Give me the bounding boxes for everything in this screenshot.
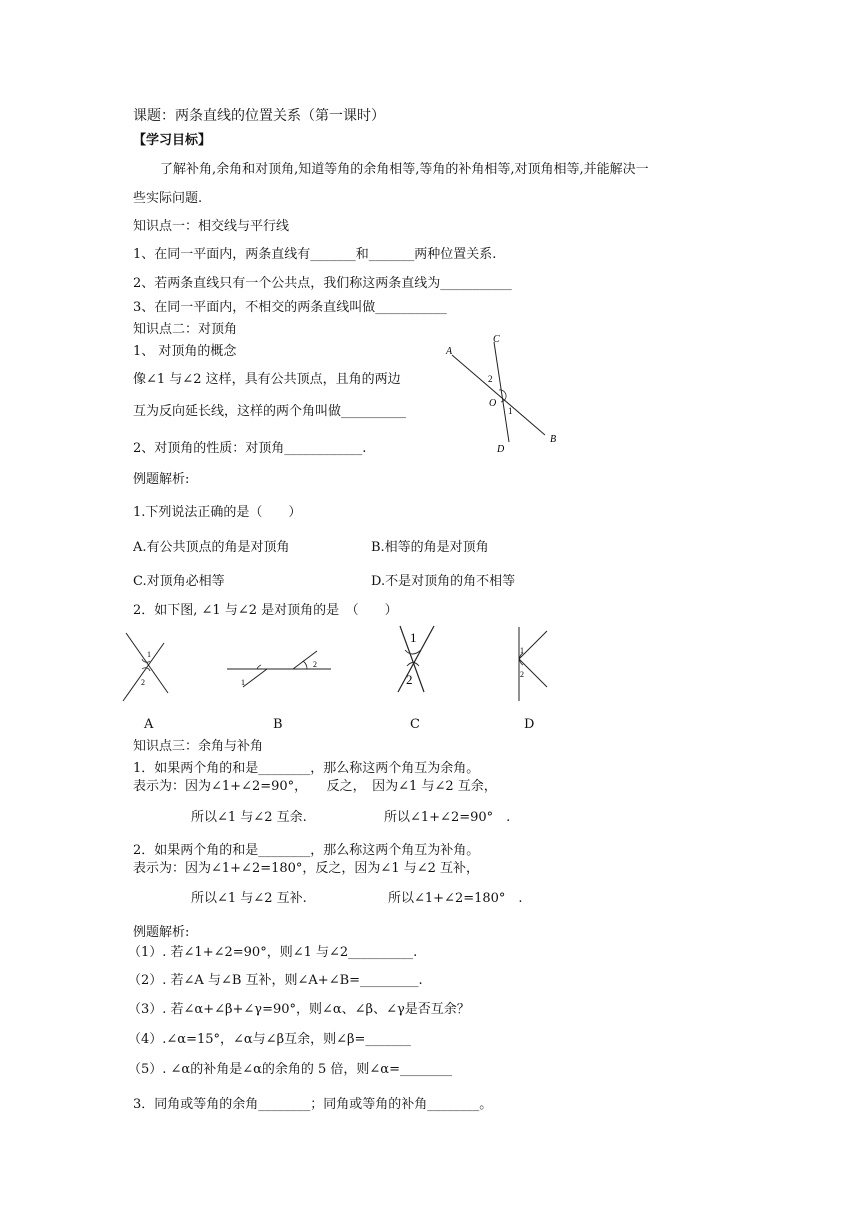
option-c: C.对顶角必相等: [133, 574, 225, 589]
objectives-text: 了解补角,余角和对顶角,知道等角的余角相等,等角的补角相等,对顶角相等,并能解决一: [160, 162, 649, 177]
figure-c-label-two: 2: [406, 672, 413, 687]
example-question-2: 2．如下图, ∠1 与∠2 是对顶角的是 （ ）: [133, 603, 398, 618]
figure-label-option-d: D: [524, 717, 535, 732]
figure-b-label-two: 2: [313, 660, 317, 669]
question-k1-2: 2、若两条直线只有一个公共点，我们称这两条直线为___________: [133, 276, 512, 291]
complement-conclusion-2: 所以∠1+∠2=90° .: [384, 810, 511, 825]
figure-option-a: [120, 625, 180, 705]
figure-label-b: B: [550, 434, 557, 445]
option-a: A.有公共顶点的角是对顶角: [133, 540, 290, 555]
supplement-definition: 2．如果两个角的和是________，那么称这两个角互为补角。: [133, 843, 480, 858]
vertical-angles-figure: [440, 330, 570, 460]
figure-label-option-c: C: [410, 717, 420, 732]
example-item-4: （4）.∠α=15°，∠α与∠β互余，则∠β=_______: [128, 1032, 411, 1047]
section-heading-1: 知识点一：相交线与平行线: [133, 219, 290, 234]
example-item-5: （5）. ∠α的补角是∠α的余角的 5 倍，则∠α=________: [128, 1062, 452, 1077]
concept-desc-2: 互为反向延长线，这样的两个角叫做__________: [133, 404, 407, 419]
figure-a-label-one: 1: [147, 650, 151, 659]
concept-label: 1、 对顶角的概念: [133, 344, 237, 359]
concept-desc-1: 像∠1 与∠2 这样，具有公共顶点，且角的两边: [133, 372, 401, 387]
supplement-expression: 表示为：因为∠1+∠2=180°，反之，因为∠1 与∠2 互补，: [133, 861, 480, 876]
question-k1-1: 1、在同一平面内，两条直线有_______和_______两种位置关系.: [133, 247, 497, 262]
supplement-conclusion-2: 所以∠1+∠2=180° .: [388, 891, 523, 906]
question-k3-3: 3．同角或等角的余角________；同角或等角的补角________。: [133, 1097, 493, 1112]
figure-option-c: [388, 620, 448, 700]
section-heading-2: 知识点二：对顶角: [133, 322, 238, 337]
figure-label-o: O: [489, 398, 497, 409]
example-heading-1: 例题解析:: [133, 472, 190, 487]
supplement-conclusion-1: 所以∠1 与∠2 互补.: [191, 891, 307, 906]
objectives-text-cont: 些实际问题.: [133, 191, 203, 206]
figure-a-label-two: 2: [141, 678, 145, 687]
complement-expression: 表示为：因为∠1+∠2=90°， 反之， 因为∠1 与∠2 互余，: [133, 779, 497, 794]
figure-label-option-b: B: [273, 717, 283, 732]
figure-label-one: 1: [508, 406, 513, 416]
figure-label-c: C: [493, 334, 500, 345]
figure-b-label-one: 1: [241, 678, 245, 687]
figure-option-b: [225, 645, 355, 705]
page-title: 课题：两条直线的位置关系（第一课时）: [133, 108, 385, 124]
figure-option-d: [505, 625, 565, 705]
figure-label-two: 2: [488, 374, 493, 384]
example-item-2: （2）. 若∠A 与∠B 互补，则∠A+∠B=_________.: [128, 973, 423, 988]
figure-d-label-two: 2: [520, 670, 524, 679]
figure-d-label-one: 1: [520, 646, 524, 655]
complement-conclusion-1: 所以∠1 与∠2 互余.: [191, 810, 307, 825]
option-d: D.不是对顶角的角不相等: [371, 574, 516, 589]
property-text: 2、对顶角的性质：对顶角____________.: [133, 441, 367, 456]
example-question-1: 1.下列说法正确的是（ ）: [133, 505, 302, 520]
example-item-1: （1）. 若∠1+∠2=90°，则∠1 与∠2__________.: [128, 945, 418, 960]
figure-label-option-a: A: [144, 717, 154, 732]
figure-label-a: A: [446, 346, 453, 357]
objectives-heading: 【学习目标】: [133, 133, 212, 148]
section-heading-3: 知识点三：余角与补角: [133, 739, 264, 754]
example-item-3: （3）. 若∠α+∠β+∠γ=90°，则∠α、∠β、∠γ是否互余？: [128, 1002, 470, 1017]
figure-c-label-one: 1: [410, 630, 417, 645]
option-b: B.相等的角是对顶角: [371, 540, 489, 555]
complement-definition: 1．如果两个角的和是________，那么称这两个角互为余角。: [133, 761, 480, 776]
example-heading-2: 例题解析:: [133, 925, 190, 940]
question-k1-3: 3、在同一平面内，不相交的两条直线叫做___________: [133, 300, 447, 315]
figure-label-d: D: [497, 444, 505, 455]
